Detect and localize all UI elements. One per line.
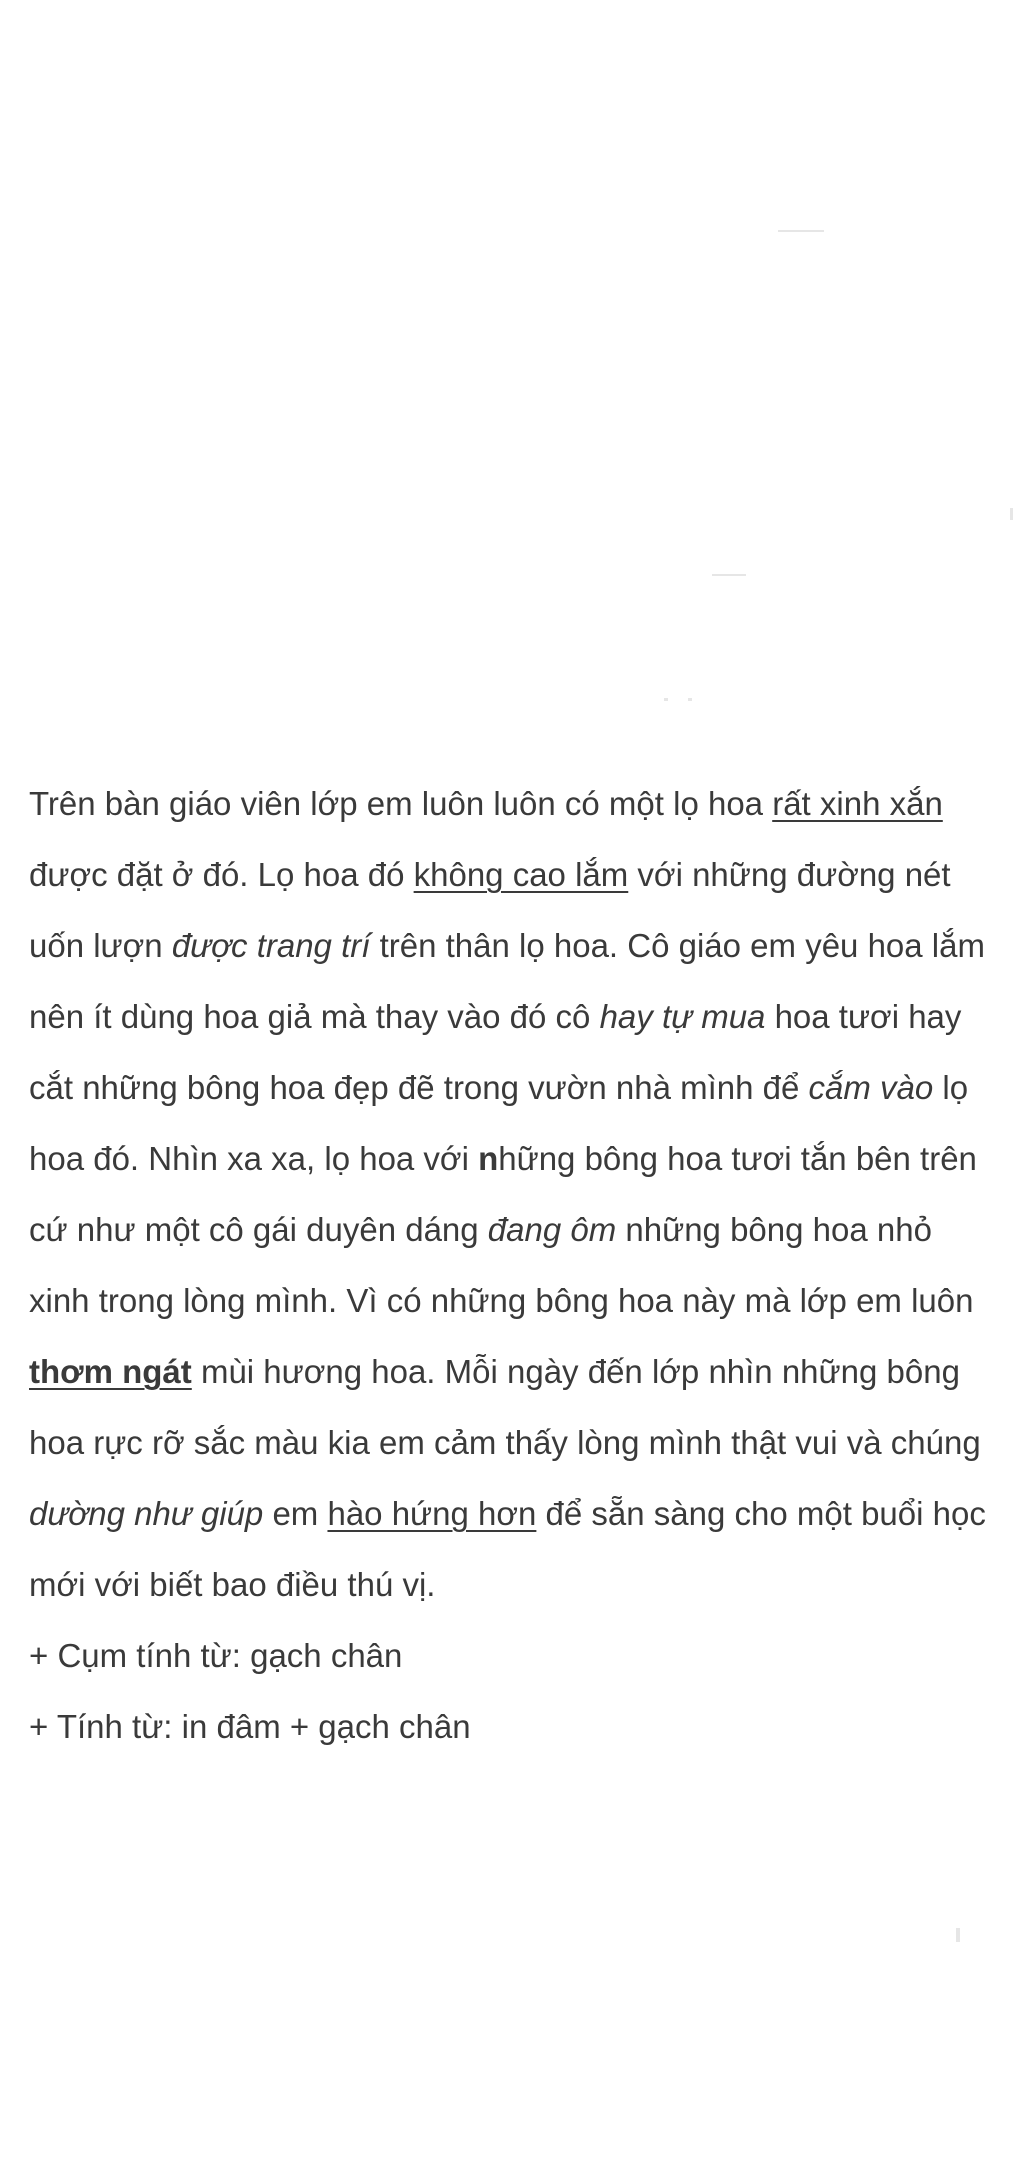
scan-speck [956, 1928, 960, 1942]
essay-run-bold: n [478, 1140, 499, 1177]
essay-run-italic: dường như giúp [29, 1495, 264, 1532]
essay-run-plain: hoa tươi hay cắt những bông hoa đẹp đẽ trong vườn nhà mình để [29, 998, 962, 1106]
essay-run-plain: để sẵn sàng cho một buổi học mới với biết bao điều thú vị. [29, 1495, 986, 1603]
essay-run-plain: lọ hoa đó. Nhìn xa xa, lọ hoa với [29, 1069, 969, 1177]
scan-speck [778, 230, 824, 232]
essay-run-plain: những bông hoa nhỏ xinh trong lòng mình. Vì có những bông hoa này mà lớp em luôn [29, 1211, 974, 1319]
essay-run-plain: em [263, 1495, 328, 1532]
scan-speck [664, 698, 668, 701]
essay-run-plain: Trên bàn giáo viên lớp em luôn luôn có một lọ hoa [29, 785, 773, 822]
notes-list [29, 1620, 1001, 1762]
essay-run-italic: cắm vào [808, 1069, 934, 1106]
essay-run-underline: không cao lắm [413, 856, 629, 893]
essay-run-italic: đang ôm [487, 1211, 617, 1248]
essay-run-italic: được trang trí [171, 927, 371, 964]
essay-run-underline: rất xinh xắn [772, 785, 943, 822]
essay-run-plain: được đặt ở đó. Lọ hoa đó [29, 856, 414, 893]
essay-run-plain: mùi hương hoa. Mỗi ngày đến lớp nhìn những bông hoa rực rỡ sắc màu kia em cảm thấy lòng mình thật vui và chúng [29, 1353, 981, 1461]
essay-run-italic: hay tự mua [599, 998, 766, 1035]
essay-run-bold-underline: thơm ngát [29, 1353, 192, 1390]
essay-run-plain: với những đường nét uốn lượn [29, 856, 951, 964]
essay-run-plain: trên thân lọ hoa. Cô giáo em yêu hoa lắm nên ít dùng hoa giả mà thay vào đó cô [29, 927, 985, 1035]
essay-paragraph [29, 768, 1001, 1620]
scan-speck [1010, 508, 1013, 520]
essay-run-underline: hào hứng hơn [327, 1495, 537, 1532]
note-adjective: + Tính từ: in đâm + gạch chân [29, 1708, 471, 1745]
note-adjective-phrase: + Cụm tính từ: gạch chân [29, 1637, 403, 1674]
scan-speck [688, 698, 692, 701]
scan-speck [712, 574, 746, 576]
essay-run-plain: hững bông hoa tươi tắn bên trên cứ như một cô gái duyên dáng [29, 1140, 977, 1248]
document-page [29, 768, 1001, 1762]
